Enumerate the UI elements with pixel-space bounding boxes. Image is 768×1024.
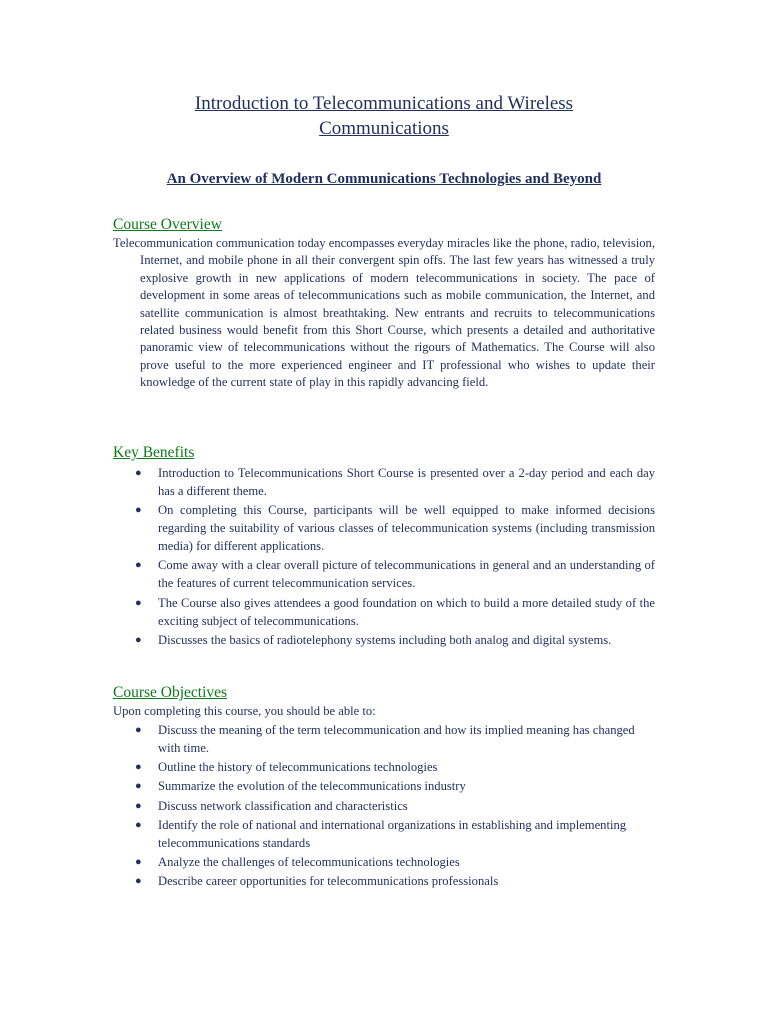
course-overview-heading: Course Overview [113,216,222,233]
list-item-text: Summarize the evolution of the telecommunications industry [158,779,466,794]
list-item [113,556,655,592]
bullet-icon: ● [135,724,142,736]
list-item [113,758,655,776]
list-item-text: Introduction to Telecommunications Short Course is presented over a 2-day period and each day has a different theme. [158,466,655,498]
title-line-2: Communications [319,118,449,139]
document-title [100,91,668,141]
list-item [113,721,655,757]
list-item [113,816,655,852]
course-overview-paragraph: Telecommunication communication today encompasses everyday miracles like the phone, radio, television, Internet, and mobile phone in all their convergent spin offs. The last few years has witnessed a truly explosive growth in new applications of modern telecommunications in society. The pace of development in some areas of telecommunications such as mobile communication, the Internet, and satellite communication is almost breathtaking. New entrants and recruits to telecommunications related business would benefit from this Short Course, which presents a detailed and authoritative panoramic view of telecommunications without the rigours of Mathematics. The Course will also prove useful to the more experienced engineer and IT professional who wishes to update their knowledge of the current state of play in this rapidly advancing field. [113,236,655,390]
list-item-text: On completing this Course, participants will be well equipped to make informed decisions regarding the suitability of various classes of telecommunication systems (including transmission media) for different applications. [158,503,655,554]
list-item [113,797,655,815]
list-item-text: The Course also gives attendees a good foundation on which to build a more detailed study of the exciting subject of telecommunications. [158,595,655,628]
list-item-text: Discuss network classification and characteristics [158,798,408,813]
list-item-text: Outline the history of telecommunications technologies [158,760,438,775]
list-item [113,872,655,890]
key-benefits-list [113,464,655,650]
bullet-icon: ● [135,761,142,774]
bullet-icon: ● [135,799,142,812]
bullet-icon: ● [135,467,142,479]
list-item [113,464,655,500]
bullet-icon: ● [135,780,142,793]
course-objectives-heading: Course Objectives [113,684,228,701]
list-item-text: Come away with a clear overall picture of telecommunications in general and an understanding of the features of current telecommunication services. [158,558,655,591]
bullet-icon: ● [135,596,142,609]
key-benefits-heading: Key Benefits [113,444,195,461]
list-item [113,594,655,630]
title-line-1: Introduction to Telecommunications and Wireless [194,93,574,114]
bullet-icon: ● [135,504,142,517]
bullet-icon: ● [135,559,142,572]
list-item-text: Analyze the challenges of telecommunications technologies [158,854,460,869]
course-objectives-intro: Upon completing this course, you should be able to: [113,704,376,718]
list-item-text: Discuss the meaning of the term telecommunication and how its implied meaning has changed with time. [158,723,635,755]
list-item [113,853,655,871]
bullet-icon: ● [135,818,142,831]
list-item-text: Identify the role of national and international organizations in establishing and implementing telecommunications standards [158,817,627,850]
list-item-text: Discusses the basics of radiotelephony systems including both analog and digital systems. [158,632,612,647]
bullet-icon: ● [135,875,142,888]
course-objectives-list [113,721,655,891]
list-item [113,501,655,555]
bullet-icon: ● [135,855,142,868]
document-subtitle: An Overview of Modern Communications Technologies and Beyond [166,171,602,187]
list-item [113,777,655,795]
bullet-icon: ● [135,633,142,646]
list-item-text: Describe career opportunities for telecommunications professionals [158,874,499,889]
list-item [113,631,655,649]
